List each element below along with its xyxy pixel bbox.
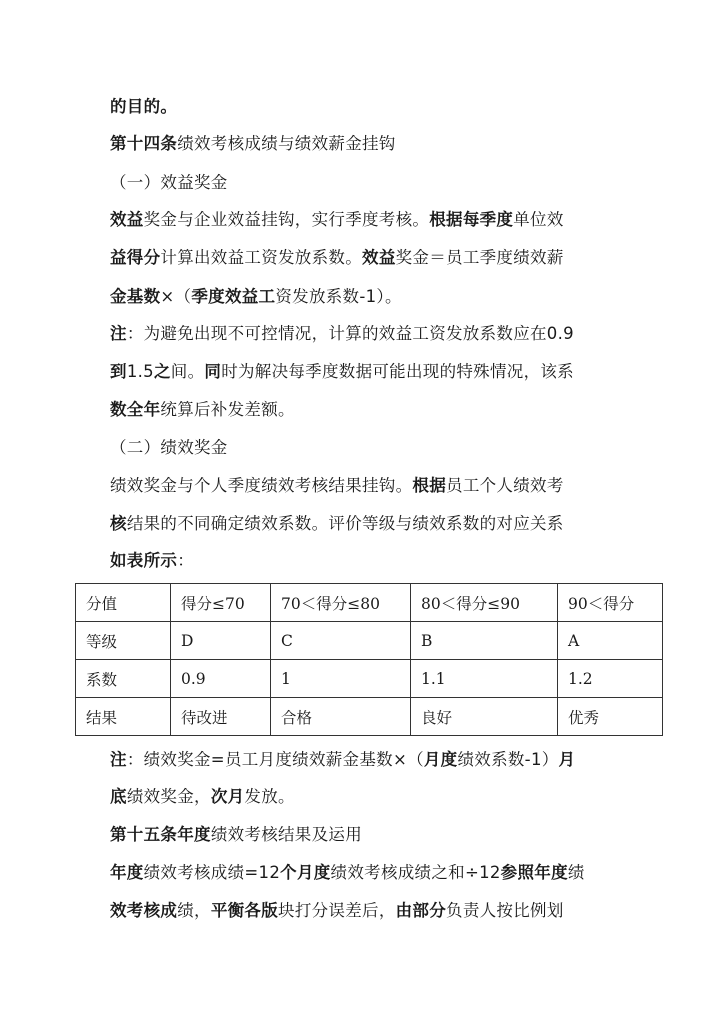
bold-text-run: 月 <box>558 750 576 769</box>
bold-text-run: 第十四条 <box>110 134 178 153</box>
table-row <box>76 698 663 736</box>
bold-text-run: 之 <box>153 362 171 381</box>
table-row <box>76 622 663 660</box>
table-cell: B <box>411 622 558 660</box>
text-run: 1.5 <box>126 362 154 381</box>
paragraph-line <box>110 900 564 922</box>
table-cell: D <box>171 622 271 660</box>
section-heading-performance-bonus <box>110 437 228 459</box>
text-run: 员工个人绩效考 <box>446 476 564 495</box>
bold-text-run: 注 <box>110 750 127 769</box>
table-cell: A <box>558 622 663 660</box>
text-run: 资发放系数-1）。 <box>275 287 402 306</box>
text-run: 结果的不同确定绩效系数。评价等级与绩效系数的对应关系 <box>126 514 564 533</box>
bold-text-run: 底 <box>110 787 127 806</box>
paragraph-line <box>110 513 564 535</box>
bold-text-run: 的目的。 <box>110 97 178 116</box>
table-cell: 70＜得分≤80 <box>271 584 411 622</box>
table-cell: 合格 <box>271 698 411 736</box>
bold-text-run: 益得分 <box>110 248 161 267</box>
text-run: ： <box>177 551 195 570</box>
table-cell: 等级 <box>76 622 171 660</box>
paragraph-line <box>110 862 585 884</box>
bold-text-run: 根据 <box>412 476 447 495</box>
table-cell: 80＜得分≤90 <box>411 584 558 622</box>
bold-text-run: 月度 <box>423 750 458 769</box>
text-run: 绩效奖金与个人季度绩效考核结果挂钩。 <box>110 476 413 495</box>
bold-text-run: 效考核成 <box>110 901 178 920</box>
text-run: 绩效考核成绩之和÷12 <box>330 863 501 882</box>
bold-text-run: 年度 <box>110 863 144 882</box>
text-run: 单位效 <box>513 210 564 229</box>
paragraph-line <box>110 475 564 497</box>
text-run: 间。 <box>170 362 205 381</box>
article-14-heading <box>110 133 396 155</box>
article-15-heading <box>110 824 362 846</box>
bold-text-run: 如表所示 <box>110 551 178 570</box>
paragraph-line <box>110 209 564 231</box>
table-cell: 系数 <box>76 660 171 698</box>
paragraph-line <box>110 361 574 383</box>
text-run: 负责人按比例划 <box>446 901 564 920</box>
bold-text-run: 根据每季度 <box>429 210 514 229</box>
table-cell: 优秀 <box>558 698 663 736</box>
table-row <box>76 660 663 698</box>
section-heading-benefit-bonus <box>110 172 228 194</box>
table-cell: C <box>271 622 411 660</box>
text-run: 绩效奖金， <box>126 787 211 806</box>
note-line <box>110 749 575 771</box>
text-run: 绩效系数-1） <box>457 750 559 769</box>
table-cell: 0.9 <box>171 660 271 698</box>
table-cell: 结果 <box>76 698 171 736</box>
text-run: 发放。 <box>244 787 295 806</box>
bold-text-run: 同 <box>204 362 222 381</box>
table-cell: 1.2 <box>558 660 663 698</box>
bold-text-run: 效益 <box>110 210 144 229</box>
bold-text-run: 由部分 <box>395 901 447 920</box>
text-run: 块打分误差后， <box>278 901 396 920</box>
bold-text-run: 个月度 <box>280 863 331 882</box>
text-run: ：绩效奖金=员工月度绩效薪金基数×（ <box>126 750 424 769</box>
table-cell: 90＜得分 <box>558 584 663 622</box>
bold-text-run: 数全年 <box>110 400 161 419</box>
table-row <box>76 584 663 622</box>
bold-text-run: 核 <box>110 514 127 533</box>
text-run: ：为避免出现不可控情况，计算的效益工资发放系数应在0.9 <box>126 324 574 343</box>
bold-text-run: 次月 <box>210 787 245 806</box>
text-run: 绩效考核结果及运用 <box>210 825 363 844</box>
text-run: ×（ <box>160 287 192 306</box>
bold-text-run: 到 <box>110 362 127 381</box>
bold-text-run: 注 <box>110 324 127 343</box>
text-run: 奖金＝员工季度绩效薪 <box>395 248 564 267</box>
paragraph-line <box>110 399 295 421</box>
bold-text-run: 参照年度 <box>500 863 568 882</box>
text-run: 统算后补发差额。 <box>160 400 295 419</box>
paragraph-line <box>110 550 194 572</box>
text-run: （一）效益奖金 <box>110 173 228 192</box>
table-cell: 待改进 <box>171 698 271 736</box>
grade-coefficient-table <box>75 583 663 736</box>
table-cell: 得分≤70 <box>171 584 271 622</box>
bold-text-run: 季度效益工 <box>191 287 276 306</box>
bold-text-run: 金基数 <box>110 287 161 306</box>
text-run: 时为解决每季度数据可能出现的特殊情况，该系 <box>221 362 574 381</box>
paragraph-line <box>110 96 177 118</box>
text-run: 绩效考核成绩与绩效薪金挂钩 <box>177 134 396 153</box>
paragraph-line <box>110 286 402 308</box>
text-run: 绩 <box>567 863 585 882</box>
paragraph-line <box>110 247 564 269</box>
table-cell: 1.1 <box>411 660 558 698</box>
table-cell: 良好 <box>411 698 558 736</box>
table-cell: 1 <box>271 660 411 698</box>
text-run: 绩， <box>177 901 211 920</box>
text-run: （二）绩效奖金 <box>110 438 228 457</box>
bold-text-run: 第十五条年度 <box>110 825 211 844</box>
text-run: 计算出效益工资发放系数。 <box>160 248 363 267</box>
text-run: 绩效考核成绩=12 <box>143 863 281 882</box>
table-cell: 分值 <box>76 584 171 622</box>
bold-text-run: 效益 <box>362 248 396 267</box>
note-line <box>110 323 574 345</box>
paragraph-line <box>110 786 295 808</box>
text-run: 奖金与企业效益挂钩，实行季度考核。 <box>143 210 430 229</box>
bold-text-run: 平衡各版 <box>210 901 279 920</box>
